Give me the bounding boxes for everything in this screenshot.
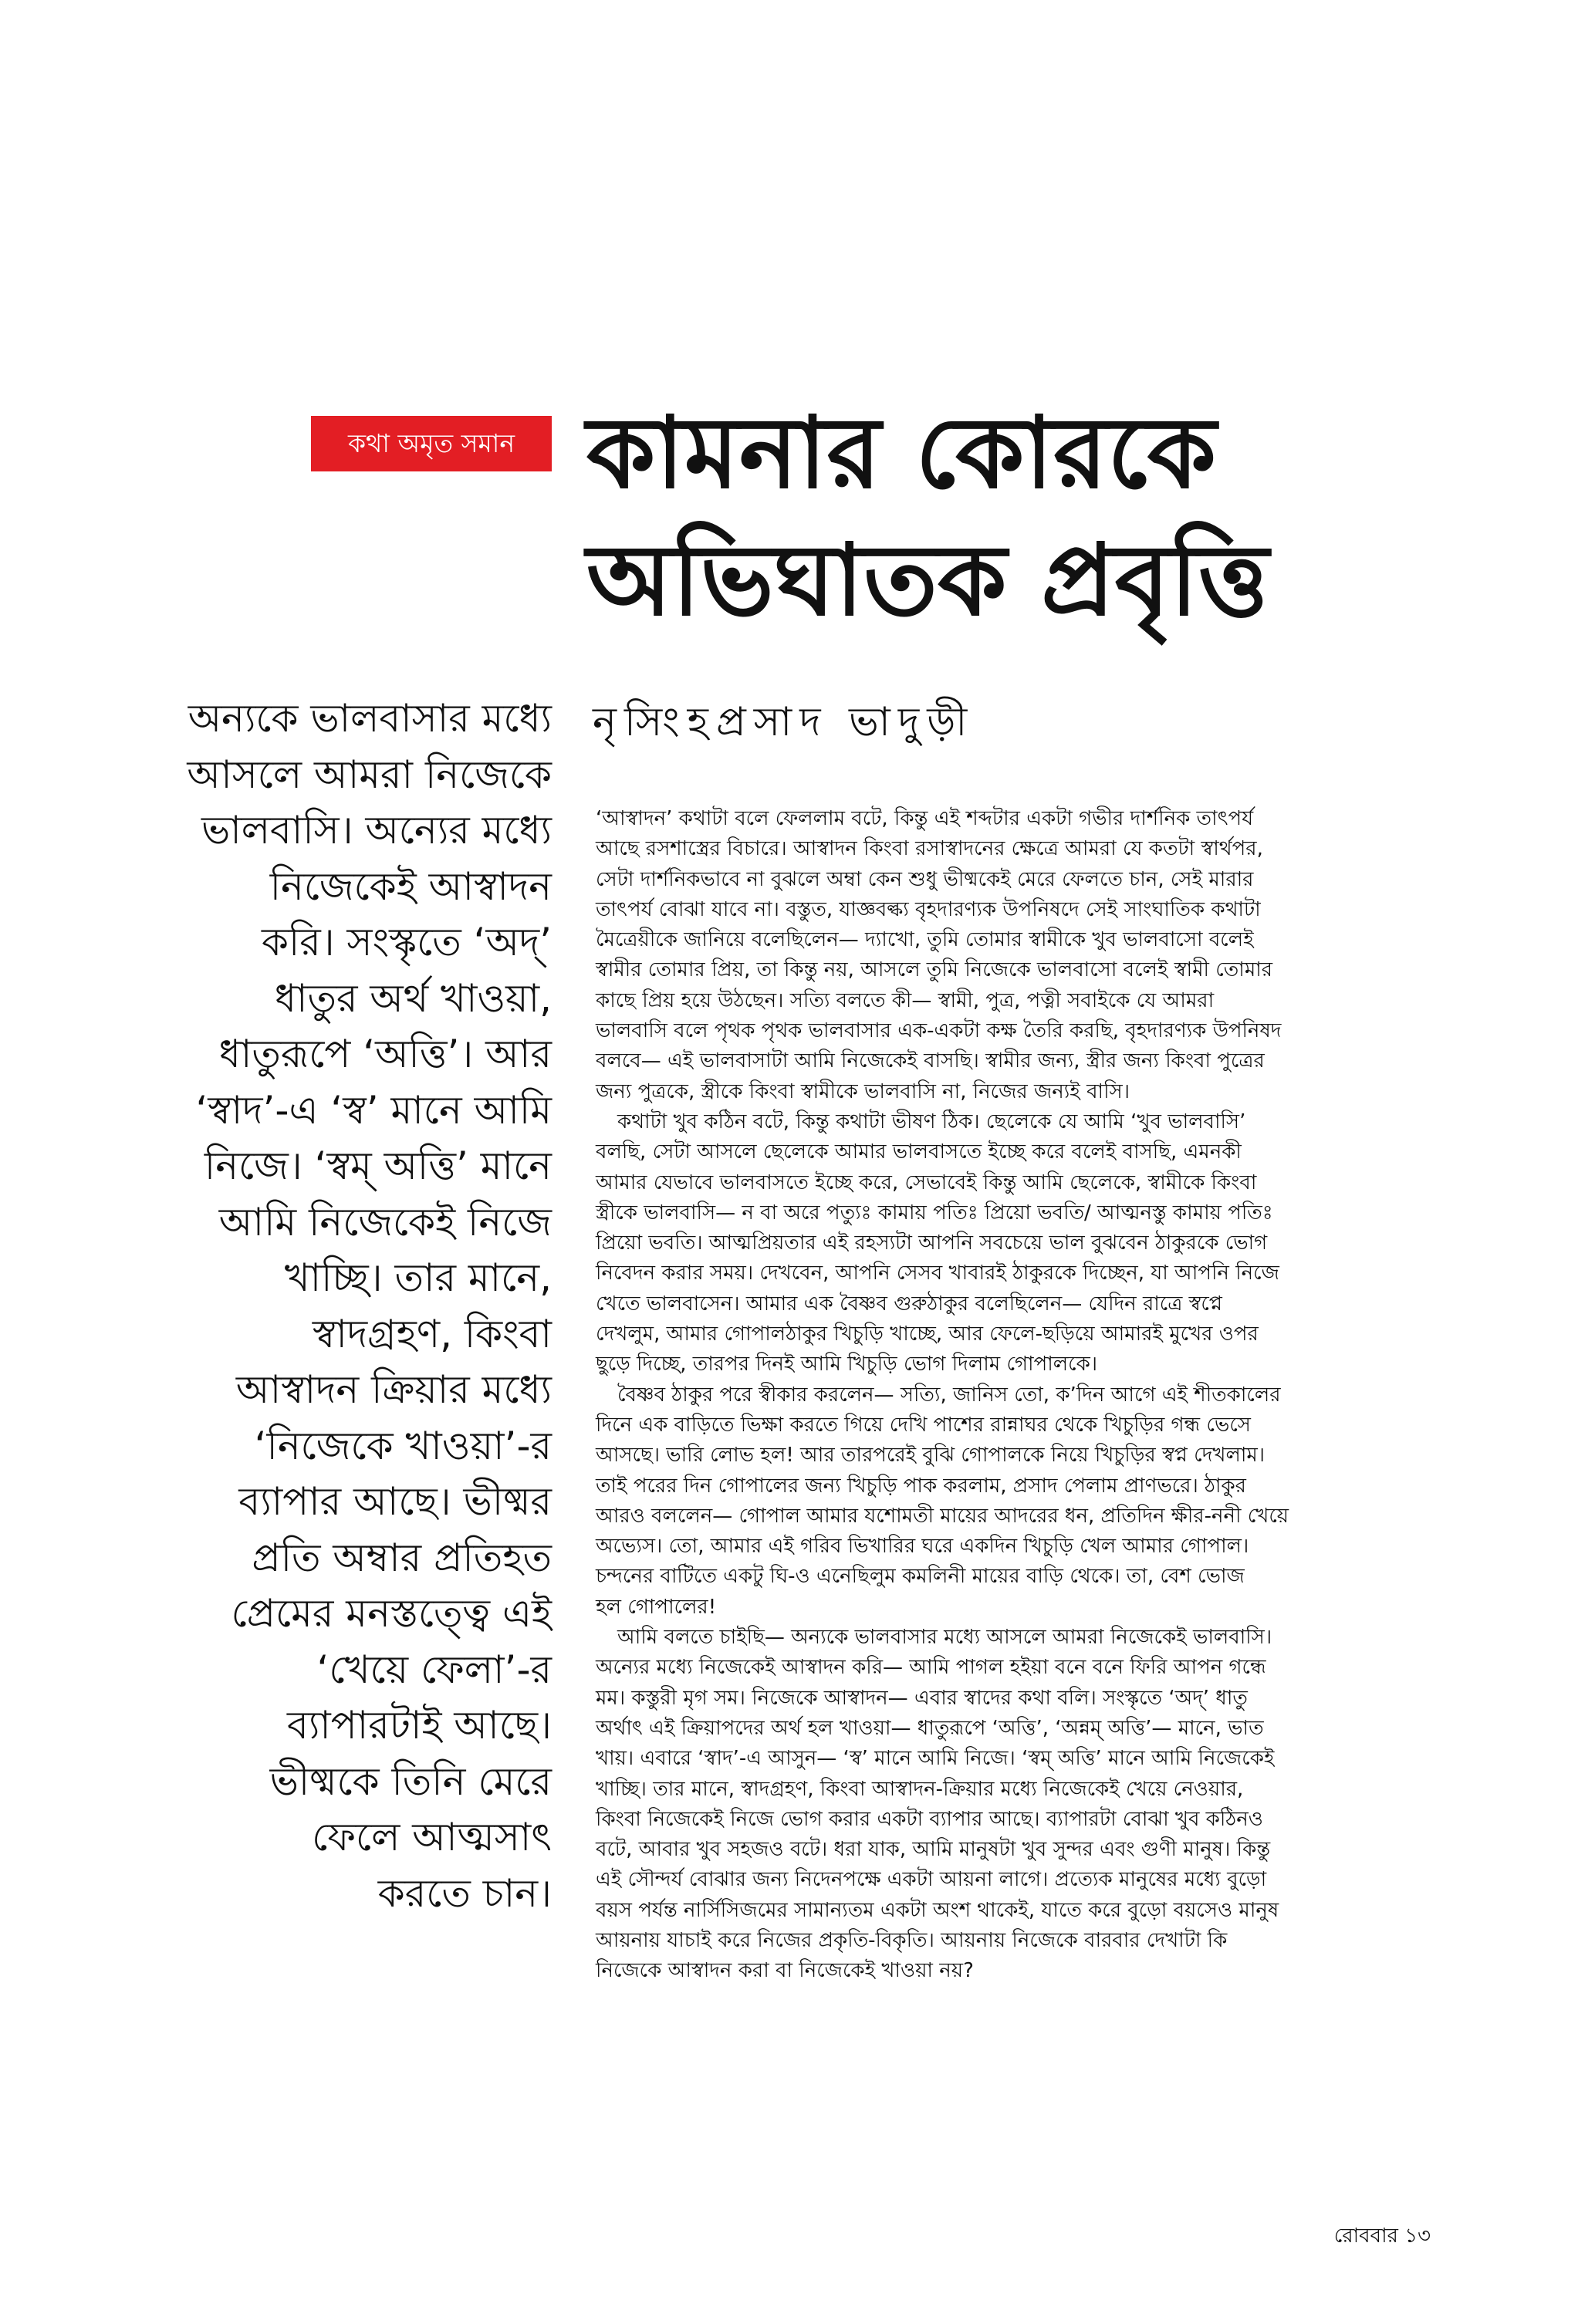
body-line: সেটা দার্শনিকভাবে না বুঝলে অম্বা কেন শুধু ভীষ্মকেই মেরে ফেলতে চান, সেই মারার bbox=[596, 867, 1254, 891]
pull-quote-line: করতে চান। bbox=[377, 1870, 552, 1916]
pull-quote-line: খাচ্ছি। তার মানে, bbox=[284, 1255, 552, 1300]
pull-quote-line: ভীষ্মকে তিনি মেরে bbox=[269, 1758, 552, 1804]
pull-quote-line: ‘স্বাদ’-এ ‘স্ব’ মানে আমি bbox=[195, 1087, 552, 1133]
author-byline: নৃসিংহপ্রসাদ ভাদুড়ী bbox=[593, 699, 975, 745]
article-body bbox=[596, 804, 1437, 1987]
body-line: মম। কস্তুরী মৃগ সম। নিজেকে আস্বাদন— এবার স্বাদের কথা বলি। সংস্কৃতে ‘অদ্’ ধাতু bbox=[596, 1686, 1248, 1710]
body-line: বলছি, সেটা আসলে ছেলেকে আমার ভালবাসতে ইচ্ছে করে বলেই বাসছি, এমনকী bbox=[596, 1140, 1242, 1164]
body-line: স্বামীর তোমার প্রিয়, তা কিন্তু নয়, আসলে তুমি নিজেকে ভালবাসো বলেই স্বামী তোমার bbox=[596, 958, 1273, 982]
pull-quote-line: ব্যাপার আছে। ভীষ্মর bbox=[238, 1479, 552, 1524]
pull-quote-line: স্বাদগ্রহণ, কিংবা bbox=[312, 1311, 552, 1356]
body-line: চন্দনের বাটিতে একটু ঘি-ও এনেছিলুম কমলিনী মায়ের বাড়ি থেকে। তা, বেশ ভোজ bbox=[596, 1565, 1245, 1589]
body-paragraph bbox=[596, 1380, 1437, 1623]
body-line: আয়নায় যাচাই করে নিজের প্রকৃতি-বিকৃতি। আয়নায় নিজেকে বারবার দেখাটা কি bbox=[596, 1928, 1228, 1952]
body-line: আসছে। ভারি লোভ হল! আর তারপরেই বুঝি গোপালকে নিয়ে খিচুড়ির স্বপ্ন দেখলাম। bbox=[596, 1444, 1266, 1468]
body-line: দিনে এক বাড়িতে ভিক্ষা করতে গিয়ে দেখি পাশের রান্নাঘর থেকে খিচুড়ির গন্ধ ভেসে bbox=[596, 1413, 1251, 1437]
headline-line-2: অভিঘাতক প্রবৃত্তি bbox=[586, 523, 1269, 638]
body-line: অন্যের মধ্যে নিজেকেই আস্বাদন করি— আমি পাগল হইয়া বনে বনে ফিরি আপন গন্ধে bbox=[596, 1656, 1266, 1680]
body-line: ছুড়ে দিচ্ছে, তারপর দিনই আমি খিচুড়ি ভোগ দিলাম গোপালকে। bbox=[596, 1353, 1098, 1376]
body-line: খেতে ভালবাসেন। আমার এক বৈষ্ণব গুরুঠাকুর বলেছিলেন— যেদিন রাত্রে স্বপ্নে bbox=[596, 1292, 1222, 1316]
pull-quote-line: ধাতুর অর্থ খাওয়া, bbox=[275, 975, 552, 1021]
pull-quote-line: ফেলে আত্মসাৎ bbox=[312, 1815, 552, 1860]
body-line: আমি বলতে চাইছি— অন্যকে ভালবাসার মধ্যে আসলে আমরা নিজেকেই ভালবাসি। bbox=[617, 1626, 1272, 1650]
pull-quote-line: অন্যকে ভালবাসার মধ্যে bbox=[188, 696, 552, 741]
body-line: বয়স পর্যন্ত নার্সিসিজমের সামান্যতম একটা অংশ থাকেই, যাতে করে বুড়ো বয়সেও মানুষ bbox=[596, 1898, 1279, 1922]
body-line: খায়। এবারে ‘স্বাদ’-এ আসুন— ‘স্ব’ মানে আমি নিজে। ‘স্বম্ অত্তি’ মানে আমি নিজেকেই bbox=[596, 1747, 1275, 1771]
pull-quote-line: আস্বাদন ক্রিয়ার মধ্যে bbox=[235, 1367, 552, 1412]
pull-quote-line: নিজেকেই আস্বাদন bbox=[269, 863, 552, 909]
pull-quote-line: ‘নিজেকে খাওয়া’-র bbox=[254, 1423, 552, 1468]
page-folio: রোববার ১৩ bbox=[1333, 2224, 1431, 2248]
pull-quote-line: আমি নিজেকেই নিজে bbox=[218, 1199, 552, 1245]
pull-quote-line: নিজে। ‘স্বম্ অত্তি’ মানে bbox=[204, 1143, 552, 1188]
headline-line-1: কামনার কোরকে bbox=[586, 396, 1217, 511]
pull-quote-line: প্রেমের মনস্তত্ত্বে এই bbox=[231, 1591, 552, 1636]
body-line: বটে, আবার খুব সহজও বটে। ধরা যাক, আমি মানুষটা খুব সুন্দর এবং গুণী মানুষ। কিন্তু bbox=[596, 1838, 1271, 1862]
body-line: কাছে প্রিয় হয়ে উঠছেন। সত্যি বলতে কী— স্বামী, পুত্র, পত্নী সবাইকে যে আমরা bbox=[596, 988, 1215, 1012]
headline bbox=[586, 390, 1435, 644]
pull-quote-line: আসলে আমরা নিজেকে bbox=[187, 752, 552, 797]
body-line: নিবেদন করার সময়। দেখবেন, আপনি সেসব খাবারই ঠাকুরকে দিচ্ছেন, যা আপনি নিজে bbox=[596, 1262, 1279, 1285]
body-line: হল গোপালের! bbox=[596, 1595, 717, 1619]
pull-quote-line: প্রতি অম্বার প্রতিহত bbox=[252, 1535, 552, 1580]
pull-quote-line: ব্যাপারটাই আছে। bbox=[286, 1703, 552, 1748]
body-line: স্ত্রীকে ভালবাসি— ন বা অরে পত্যুঃ কামায় পতিঃ প্রিয়ো ভবতি/ আত্মনস্তু কামায় পতিঃ bbox=[596, 1201, 1273, 1224]
pull-quote-line: ভালবাসি। অন্যের মধ্যে bbox=[201, 808, 552, 853]
body-line: জন্য পুত্রকে, স্ত্রীকে কিংবা স্বামীকে ভালবাসি না, নিজের জন্যই বাসি। bbox=[596, 1079, 1130, 1103]
body-line: ভালবাসি বলে পৃথক পৃথক ভালবাসার এক-একটা কক্ষ তৈরি করছি, বৃহদারণ্যক উপনিষদ bbox=[596, 1019, 1282, 1043]
body-line: মৈত্রেয়ীকে জানিয়ে বলেছিলেন— দ্যাখো, তুমি তোমার স্বামীকে খুব ভালবাসো বলেই bbox=[596, 928, 1254, 952]
pull-quote bbox=[147, 691, 552, 1921]
body-line: অর্থাৎ এই ক্রিয়াপদের অর্থ হল খাওয়া— ধাতুরূপে ‘অত্তি’, ‘অন্নম্ অত্তি’— মানে, ভাত bbox=[596, 1716, 1264, 1740]
body-line: বৈষ্ণব ঠাকুর পরে স্বীকার করলেন— সত্যি, জানিস তো, ক’দিন আগে এই শীতকালের bbox=[617, 1383, 1281, 1407]
body-paragraph bbox=[596, 804, 1437, 1107]
body-line: নিজেকে আস্বাদন করা বা নিজেকেই খাওয়া নয়? bbox=[596, 1959, 974, 1983]
body-line: আছে রসশাস্ত্রের বিচারে। আস্বাদন কিংবা রসাস্বাদনের ক্ষেত্রে আমরা যে কতটা স্বার্থপর, bbox=[596, 837, 1263, 861]
body-line: তাই পরের দিন গোপালের জন্য খিচুড়ি পাক করলাম, প্রসাদ পেলাম প্রাণভরে। ঠাকুর bbox=[596, 1474, 1246, 1498]
body-line: কথাটা খুব কঠিন বটে, কিন্তু কথাটা ভীষণ ঠিক। ছেলেকে যে আমি ‘খুব ভালবাসি’ bbox=[617, 1110, 1246, 1133]
body-line: এই সৌন্দর্য বোঝার জন্য নিদেনপক্ষে একটা আয়না লাগে। প্রত্যেক মানুষের মধ্যে বুড়ো bbox=[596, 1868, 1267, 1892]
pull-quote-line: ধাতুরূপে ‘অত্তি’। আর bbox=[218, 1032, 552, 1076]
body-line: ‘আস্বাদন’ কথাটা বলে ফেললাম বটে, কিন্তু এই শব্দটার একটা গভীর দার্শনিক তাৎপর্য bbox=[596, 807, 1254, 830]
section-tag: কথা অমৃত সমান bbox=[311, 416, 552, 471]
body-line: অভ্যেস। তো, আমার এই গরিব ভিখারির ঘরে একদিন খিচুড়ি খেল আমার গোপাল। bbox=[596, 1535, 1249, 1559]
pull-quote-line: করি। সংস্কৃতে ‘অদ্’ bbox=[262, 920, 552, 964]
body-line: আরও বললেন— গোপাল আমার যশোমতী মায়ের আদরের ধন, প্রতিদিন ক্ষীর-ননী খেয়ে bbox=[596, 1504, 1289, 1528]
body-line: কিংবা নিজেকেই নিজে ভোগ করার একটা ব্যাপার আছে। ব্যাপারটা বোঝা খুব কঠিনও bbox=[596, 1807, 1263, 1831]
body-line: প্রিয়ো ভবতি। আত্মপ্রিয়তার এই রহস্যটা আপনি সবচেয়ে ভাল বুঝবেন ঠাকুরকে ভোগ bbox=[596, 1231, 1268, 1255]
body-line: তাৎপর্য বোঝা যাবে না। বস্তুত, যাজ্ঞবল্ক্য বৃহদারণ্যক উপনিষদে সেই সাংঘাতিক কথাটা bbox=[596, 897, 1261, 921]
body-paragraph bbox=[596, 1623, 1437, 1987]
body-line: খাচ্ছি। তার মানে, স্বাদগ্রহণ, কিংবা আস্বাদন-ক্রিয়ার মধ্যে নিজেকেই খেয়ে নেওয়ার, bbox=[596, 1777, 1244, 1801]
body-line: আমার যেভাবে ভালবাসতে ইচ্ছে করে, সেভাবেই কিন্তু আমি ছেলেকে, স্বামীকে কিংবা bbox=[596, 1170, 1257, 1194]
body-paragraph bbox=[596, 1107, 1437, 1380]
body-line: দেখলুম, আমার গোপালঠাকুর খিচুড়ি খাচ্ছে, আর ফেলে-ছড়িয়ে আমারই মুখের ওপর bbox=[596, 1322, 1259, 1346]
pull-quote-line: ‘খেয়ে ফেলা’-র bbox=[316, 1647, 552, 1692]
body-line: বলবে— এই ভালবাসাটা আমি নিজেকেই বাসছি। স্বামীর জন্য, স্ত্রীর জন্য কিংবা পুত্রের bbox=[596, 1049, 1265, 1073]
